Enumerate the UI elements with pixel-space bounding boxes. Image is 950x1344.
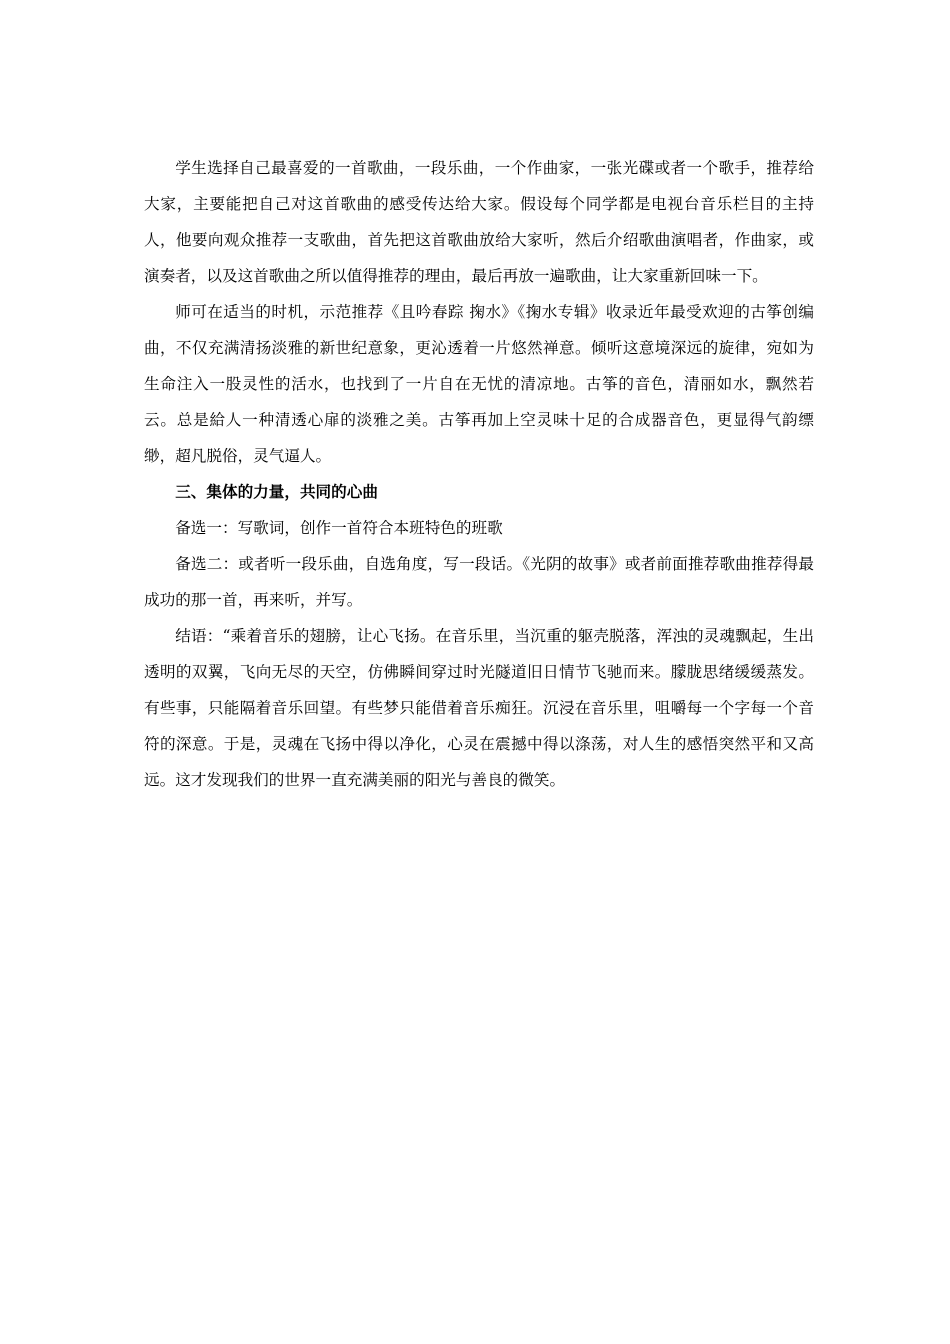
paragraph-guzheng-demo: 师可在适当的时机，示范推荐《且吟春踪 掬水》《掬水专辑》收录近年最受欢迎的古筝创编曲，不仅充满清扬淡雅的新世纪意象，更沁透着一片悠然禅意。倾听这意境深远的旋律，宛如为生命注入一股灵性的活水，也找到了一片自在无忧的清凉地。古筝的音色，清丽如水，飘然若云。总是給人一种清透心扉的淡雅之美。古筝再加上空灵味十足的合成器音色，更显得气韵缥缈，超凡脱俗，灵气逼人。 <box>144 303 814 465</box>
option-two-text: 备选二：或者听一段乐曲，自选角度，写一段话。《光阴的故事》或者前面推荐歌曲推荐得最成功的那一首，再来听，并写。 <box>144 555 814 609</box>
paragraph-song-recommendation: 学生选择自己最喜爱的一首歌曲，一段乐曲，一个作曲家，一张光碟或者一个歌手，推荐给大家，主要能把自己对这首歌曲的感受传达给大家。假设每个同学都是电视台音乐栏目的主持人，他要向观众推荐一支歌曲，首先把这首歌曲放给大家听，然后介绍歌曲演唱者，作曲家，或演奏者，以及这首歌曲之所以值得推荐的理由，最后再放一遍歌曲，让大家重新回味一下。 <box>144 159 814 285</box>
conclusion-paragraph: 结语：“乘着音乐的翅膀，让心飞扬。在音乐里，当沉重的躯壳脱落，浑浊的灵魂飘起，生出透明的双翼，飞向无尽的天空，仿佛瞬间穿过时光隧道旧日情节飞驰而来。朦胧思绪缓缓蒸发。有些事，只能隔着音乐回望。有些梦只能借着音乐痴狂。沉浸在音乐里，咀嚼每一个字每一个音符的深意。于是，灵魂在飞扬中得以净化，心灵在震撼中得以涤荡，对人生的感悟突然平和又高远。这才发现我们的世界一直充满美丽的阳光与善良的微笑。 <box>144 627 814 789</box>
section-heading: 三、集体的力量，共同的心曲 <box>175 483 378 501</box>
document-body <box>144 150 814 798</box>
option-one-text: 备选一：写歌词，创作一首符合本班特色的班歌 <box>175 519 503 537</box>
